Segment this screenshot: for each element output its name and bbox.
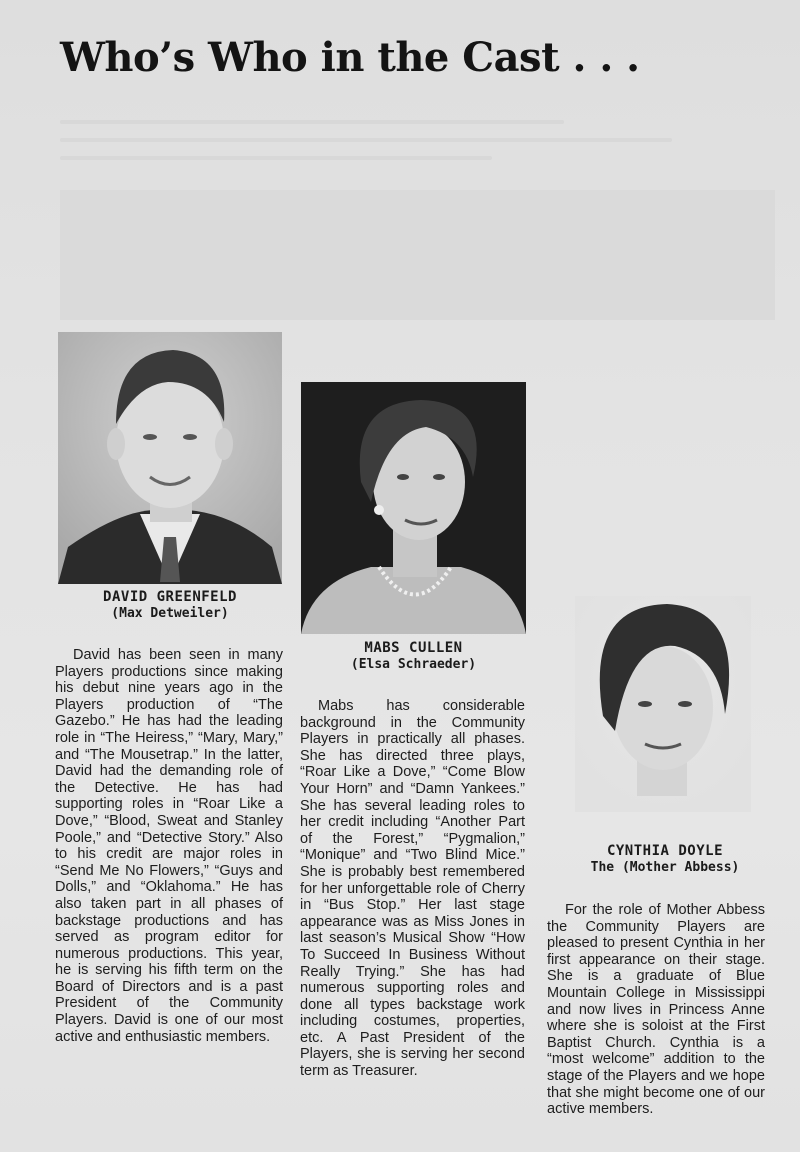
page-title: Who’s Who in the Cast . . . (60, 34, 640, 81)
cynthia-doyle-portrait (575, 596, 751, 812)
portrait-man-icon (58, 332, 282, 584)
cast-bio: David has been seen in many Players productions since making his debut nine years ago in the Players production of “The Gazebo.” He has had the leading role in “The Heiress,” “Mary, Mary,” and “The Mousetrap.” In the latter, David had the demanding role of the Detective. He has had supporting roles in “Roar Like a Dove,” “Blood, Sweat and Stanley Poole,” and “Detective Story.” Also to his credit are major roles in “Send Me No Flowers,” “Guys and Dolls,” and “Oklahoma.” He has also taken part in all phases of backstage productions and has served as program editor for numerous productions. This year, he is serving his fifth term on the Board of Directors and is a past President of the Community Players. David is one of our most active and enthusiastic members. (55, 647, 283, 1045)
cast-role: The (Mother Abbess) (590, 860, 740, 875)
cast-role: (Elsa Schraeder) (350, 657, 477, 672)
portrait-woman-icon (301, 382, 526, 634)
cast-bio: Mabs has considerable background in the Community Players in practically all phases. She has directed three plays, “Roar Like a Dove,” “Come Blow Your Horn” and “Damn Yankees.” She has several leading roles to her credit including “Another Part of the Forest,” “Pygmalion,” “Monique” and “Two Blind Mice.” She is probably best remembered for her unforgettable role of Cherry in “Bus Stop.” Her last stage appearance was as Miss Jones in last season’s Musical Show “How To Succeed In Business Without Really Trying.” She has had numerous supporting roles and done all types backstage work including costumes, properties, etc. A Past President of the Players, she is serving her second term as Treasurer. (300, 698, 525, 1080)
portrait-woman-icon (575, 596, 751, 812)
bleed-through-lines (60, 120, 780, 174)
mabs-cullen-portrait (301, 382, 526, 634)
cast-name: DAVID GREENFELD (103, 589, 237, 605)
cast-bio: For the role of Mother Abbess the Community Players are pleased to present Cynthia in her first appearance on their stage. She is a graduate of Blue Mountain College in Mississippi and now lives in Princess Anne where she is soloist at the First Baptist Church. Cynthia is a “most welcome” addition to the stage of the Players and we hope that she might become one of our active members. (547, 902, 765, 1118)
david-greenfeld-portrait (58, 332, 282, 584)
cast-name: MABS CULLEN (364, 640, 463, 656)
cast-name: CYNTHIA DOYLE (606, 843, 724, 859)
cast-role: (Max Detweiler) (111, 606, 229, 621)
bleed-through-block (60, 190, 775, 320)
